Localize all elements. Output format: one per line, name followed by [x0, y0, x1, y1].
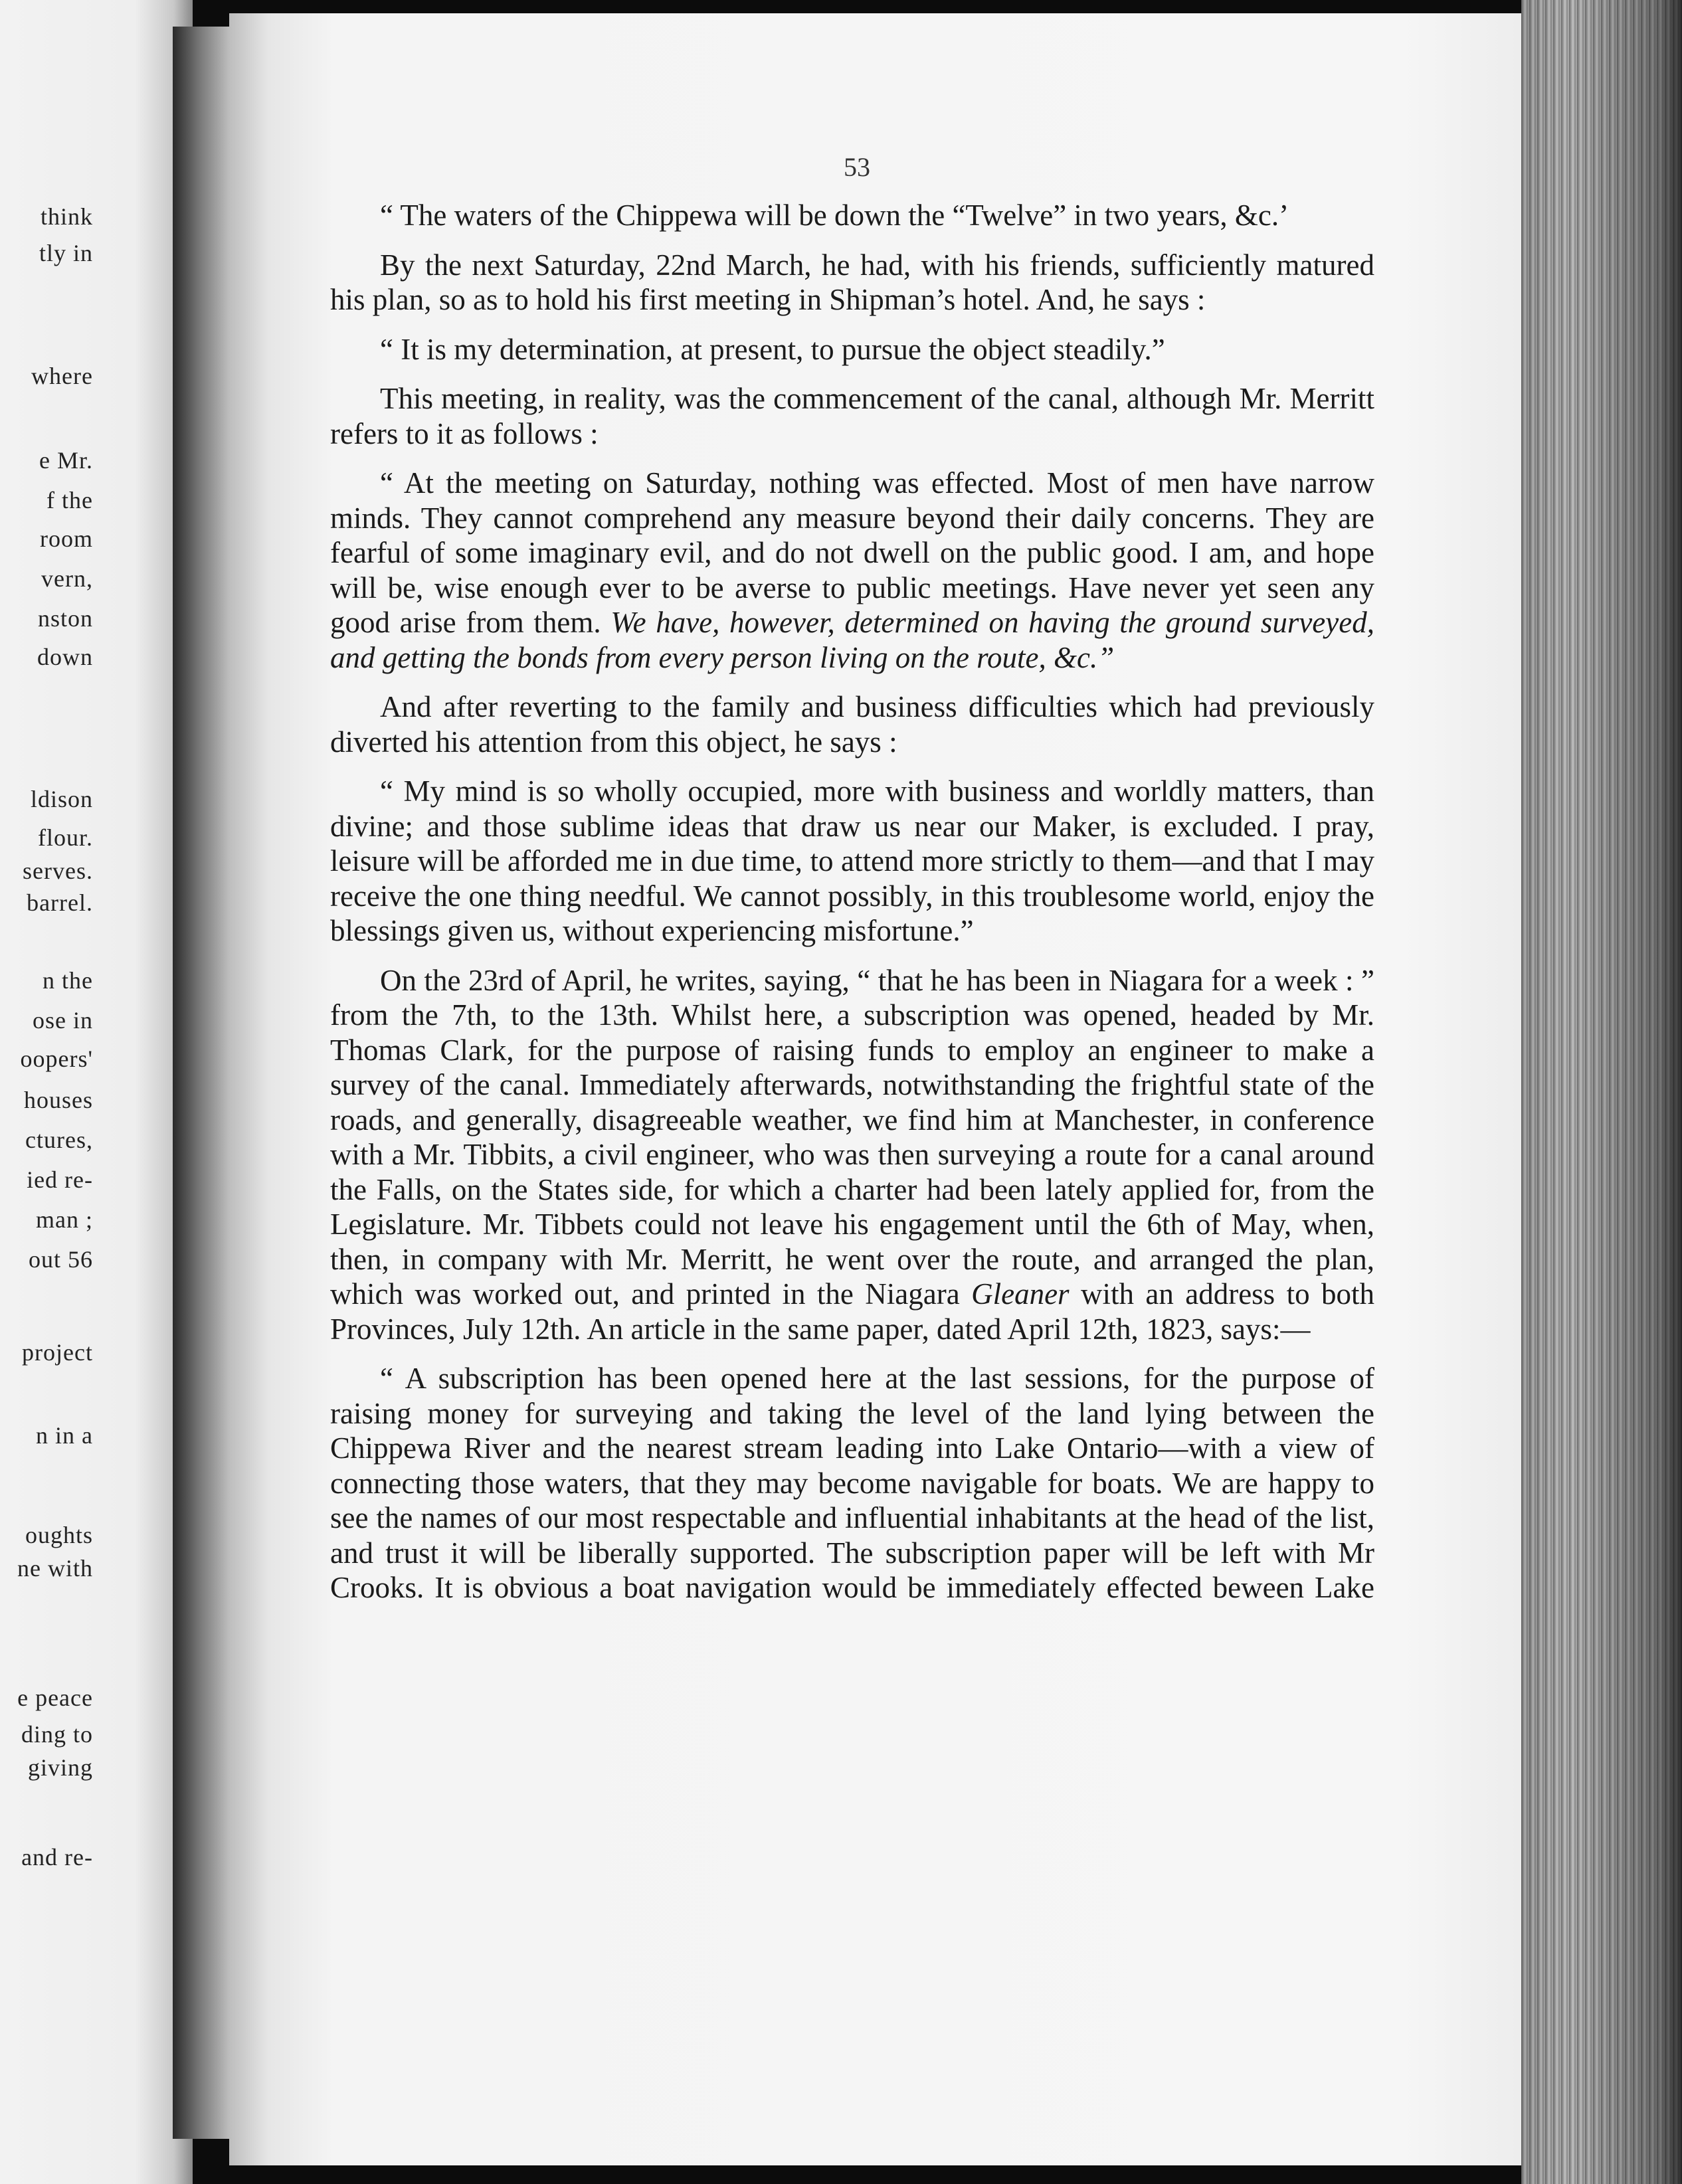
quote-text: “ At the meeting on Saturday, nothing was effected. Most of men have narrow minds. They cannot comprehend any measure beyond their daily concerns. They are fearful of some imaginary evil, and do not dwell on the public good. I am, and hope will be, wise enough ever to be averse to public meetings. Have never yet seen any good arise from them. — [330, 466, 1374, 639]
left-page-line: ied re- — [27, 1166, 93, 1193]
left-page-line: oopers' — [20, 1046, 93, 1072]
left-page-line: project — [22, 1339, 93, 1366]
body-paragraph: And after reverting to the family and business difficulties which had previously diverted his attention from this object, he says : — [330, 690, 1374, 759]
fore-edge-shadow — [1521, 0, 1682, 2184]
page-number: 53 — [844, 152, 870, 182]
left-page-line: flour. — [38, 824, 93, 851]
left-page-line: serves. — [23, 858, 93, 884]
left-page-line: ctures, — [25, 1127, 93, 1153]
quote-paragraph — [330, 466, 1374, 675]
quote-paragraph: “ The waters of the Chippewa will be down the “Twelve” in two years, &c.’ — [380, 199, 1289, 232]
quote-paragraph: “ It is my determination, at present, to pursue the object steadily.” — [380, 332, 1165, 366]
left-page-line: think — [40, 203, 93, 230]
left-page-line: n the — [43, 967, 93, 994]
left-page-line: ne with — [17, 1555, 93, 1582]
left-page-line: ding to — [21, 1721, 93, 1748]
quote-paragraph: “ A subscription has been opened here at the last sessions, for the purpose of raising money for surveying and taking the level of the land lying between the Chippewa River and the nearest stream leading into Lake Ontario—with a view of connecting those waters, that they may become navigable for boats. We are happy to see the names of our most respectable and influential inhabitants at the head of the list, and trust it will be liberally supported. The subscription paper will be left with Mr Crooks. It is obvious a boat navigation would be immediately effected beween Lake — [330, 1362, 1374, 1604]
left-page-line: n in a — [36, 1422, 93, 1449]
left-page-fragment — [0, 0, 193, 2184]
left-page-line: man ; — [36, 1206, 93, 1233]
page-body-text — [330, 198, 1374, 1605]
left-page-line: e Mr. — [39, 447, 93, 474]
left-page-line: vern, — [41, 565, 93, 592]
left-page-line: oughts — [25, 1522, 93, 1548]
left-page-line: e peace — [17, 1684, 93, 1711]
quote-paragraph: “ My mind is so wholly occupied, more with business and worldly matters, than divine; and those sublime ideas that draw us near our Maker, is excluded. I pray, leisure will be afforded me in due time, to attend more strictly to them—and that I may receive the one thing needful. We cannot possibly, in this troublesome world, enjoy the blessings given us, without experiencing misfortune.” — [330, 774, 1374, 947]
left-page-line: and re- — [21, 1844, 93, 1870]
left-page-line: giving — [27, 1754, 93, 1781]
body-paragraph: This meeting, in reality, was the commencement of the canal, although Mr. Merritt refers to it as follows : — [330, 382, 1374, 450]
newspaper-title: Gleaner — [971, 1277, 1070, 1311]
left-page-line: ose in — [33, 1007, 93, 1034]
quote-italic-text: We have, however, determined on having the ground surveyed, and getting the bonds from every person living on the route, &c.” — [330, 606, 1374, 674]
left-page-line: houses — [24, 1087, 93, 1113]
body-paragraph: By the next Saturday, 22nd March, he had, with his friends, sufficiently matured his plan, so as to hold his first meeting in Shipman’s hotel. And, he says : — [330, 248, 1374, 316]
left-page-line: f the — [47, 487, 93, 513]
left-page-line: down — [37, 644, 93, 670]
left-page-line: room — [40, 525, 93, 552]
body-text: with an address to both Provinces, July 12th. An article in the same paper, dated April 12th, 1823, says:— — [330, 1277, 1375, 1346]
body-text: On the 23rd of April, he writes, saying, “ that he has been in Niagara for a week : ” from the 7th, to the 13th. Whilst here, a subscription was opened, headed by Mr. Thomas Clark, for the purpose of raising funds to employ an engineer to make a survey of the canal. Immediately afterwards, notwithstanding the frightful state of the roads, and generally, disagreeable weather, we find him at Manchester, in conference with a Mr. Tibbits, a civil engineer, who was then surveying a route for a canal around the Falls, on the States side, for which a charter had been lately applied for, from the Legislature. Mr. Tibbets could not leave his engagement until the 6th of May, when, then, in company with Mr. Merritt, he went over the route, and arranged the plan, which was worked out, and printed in the Niagara — [330, 963, 1374, 1311]
left-page-line: where — [31, 363, 93, 389]
left-page-line: barrel. — [27, 889, 93, 916]
left-page-line: ldison — [30, 786, 93, 812]
left-page-line: tly in — [39, 240, 93, 266]
body-paragraph — [330, 963, 1374, 1347]
left-page-line: nston — [37, 605, 93, 632]
left-page-line: out 56 — [28, 1246, 93, 1273]
